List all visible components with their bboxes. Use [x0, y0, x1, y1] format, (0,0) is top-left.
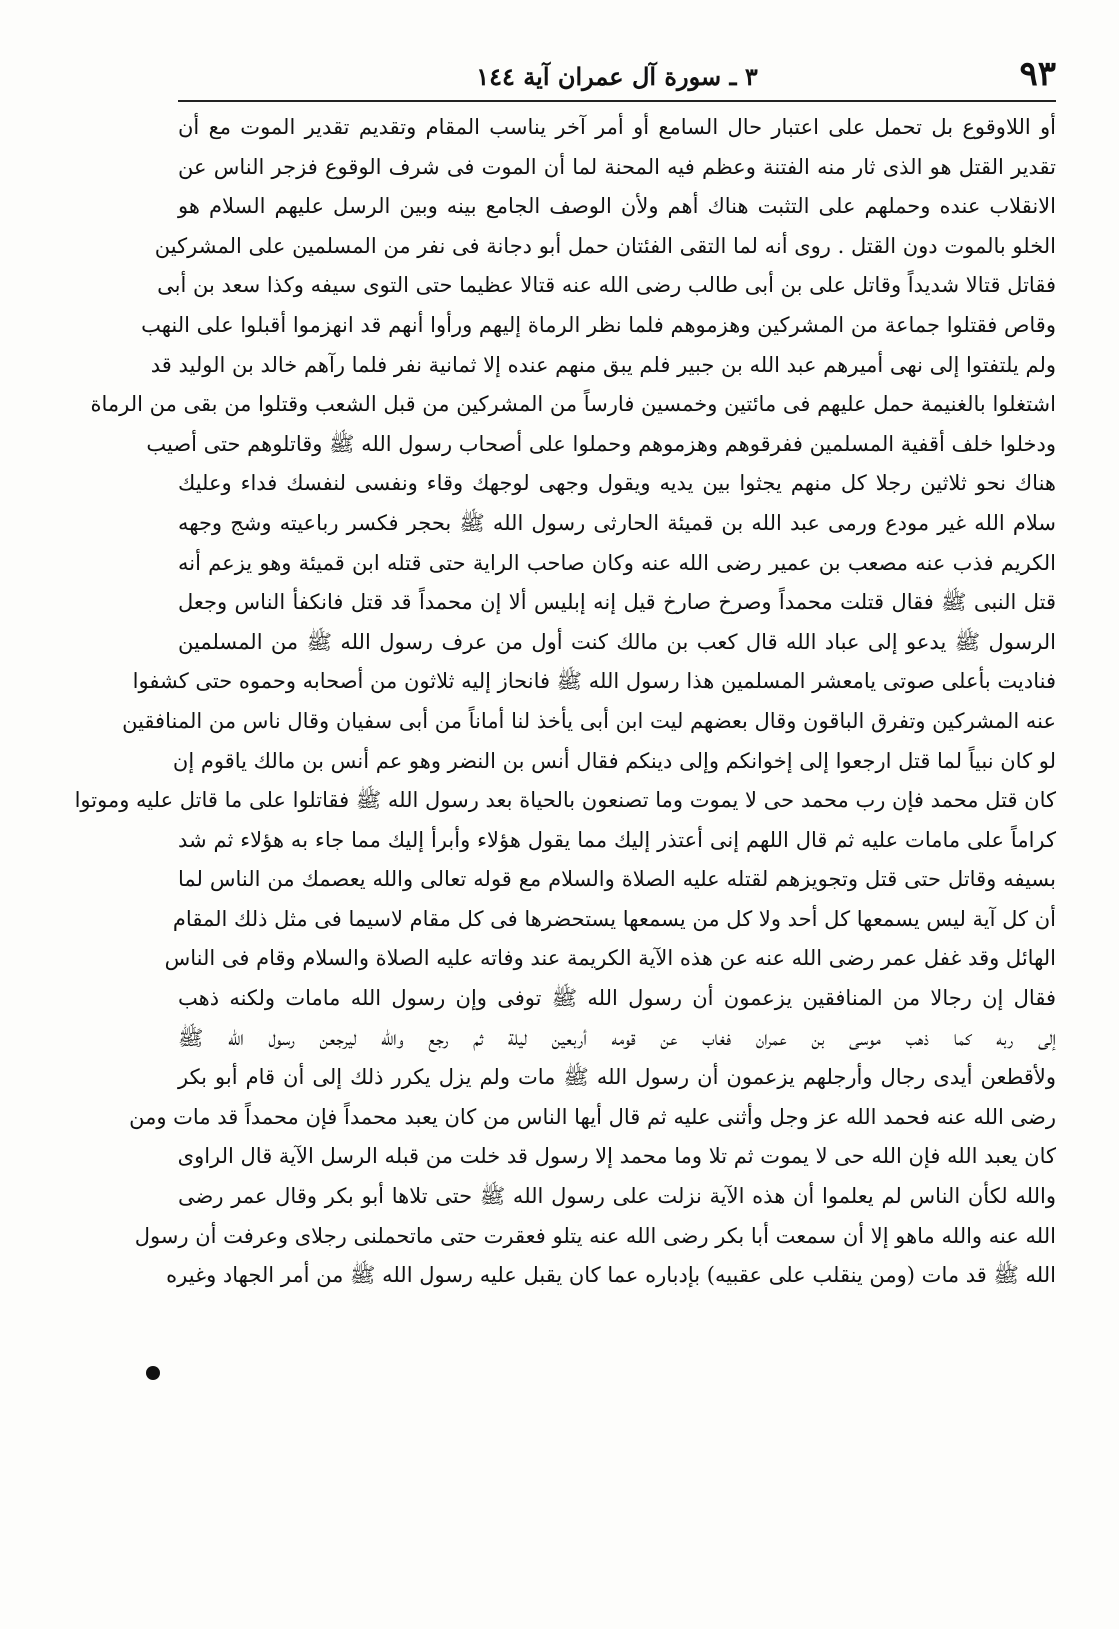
page-header: [178, 52, 1056, 100]
paragraph-bullet-icon: [146, 1366, 160, 1380]
text-line: عنه المشركين وتفرق الباقون وقال بعضهم ليت ابن أبى يأخذ لنا أماناً من أبى سفيان وقال ناس من المنافقين: [122, 708, 1056, 733]
text-line: رضى الله عنه فحمد الله عز وجل وأثنى عليه ثم قال أيها الناس من كان يعبد محمداً فإن محمداً قد مات ومن: [129, 1104, 1056, 1129]
text-line: فناديت بأعلى صوتى يامعشر المسلمين هذا رسول الله ﷺ فانحاز إليه ثلاثون من أصحابه وحموه حتى كشفوا: [132, 669, 1056, 694]
text-line: كان قتل محمد فإن رب محمد حى لا يموت وما تصنعون بالحياة بعد رسول الله ﷺ فقاتلوا على ما قاتل عليه وموتوا: [74, 788, 1056, 813]
text-line: ولأقطعن أيدى رجال وأرجلهم يزعمون أن رسول الله ﷺ مات ولم يزل يكرر ذلك إلى أن قام أبو بكر: [178, 1065, 1056, 1090]
text-line: الكريم فذب عنه مصعب بن عمير رضى الله عنه وكان صاحب الراية حتى قتله ابن قميئة وهو يزعم أنه: [178, 550, 1056, 575]
text-line: كراماً على مامات عليه ثم قال اللهم إنى أعتذر إليك مما يقول هؤلاء وأبرأ إليك مما جاء به هؤلاء ثم شد: [178, 827, 1056, 852]
text-line: اشتغلوا بالغنيمة حمل عليهم فى مائتين وخمسين فارساً من المشركين من قبل الشعب وقتلوا من بقى من الرماة: [90, 392, 1056, 417]
header-rule: [178, 100, 1056, 102]
text-line: كان يعبد الله فإن الله حى لا يموت ثم تلا وما محمد إلا رسول قد خلت من قبله الرسل الآية قال الراوى: [177, 1144, 1056, 1169]
text-line: إلى ربه كما ذهب موسى بن عمران فغاب عن قومه أربعين ليلة ثم رجع والله ليرجعن رسول الله ﷺ: [178, 1025, 1056, 1050]
text-line: الله عنه والله ماهو إلا أن سمعت أبا بكر رضى الله عنه يتلو فعقرت حتى ماتحملنى رجلاى وعرفت أن رسول: [134, 1223, 1056, 1248]
text-line: الله ﷺ قد مات (ومن ينقلب على عقبيه) بإدباره عما كان يقبل عليه رسول الله ﷺ من أمر الجهاد وغيره: [166, 1263, 1056, 1288]
text-line: ودخلوا خلف أقفية المسلمين ففرقوهم وهزموهم وحملوا على أصحاب رسول الله ﷺ وقاتلوهم حتى أصيب: [146, 431, 1056, 456]
text-line: الهائل وقد غفل عمر رضى الله عنه عن هذه الآية الكريمة عند وفاته عليه الصلاة والسلام وقام فى الناس: [164, 946, 1056, 971]
text-line: والله لكأن الناس لم يعلموا أن هذه الآية نزلت على رسول الله ﷺ حتى تلاها أبو بكر وقال عمر رضى: [178, 1184, 1056, 1209]
text-line: تقدير القتل هو الذى ثار منه الفتنة وعظم فيه المحنة لما أن الموت فى شرف الوقوع فزجر الناس عن: [178, 154, 1056, 179]
text-line: الخلو بالموت دون القتل . روى أنه لما التقى الفئتان حمل أبو دجانة فى نفر من المسلمين على المشركين: [154, 233, 1056, 258]
body-text: [74, 108, 1056, 1296]
text-line: فقاتل قتالا شديداً وقاتل على بن أبى طالب رضى الله عنه قتالا عظيما حتى التوى سيفه وكذا سعد بن أبى: [157, 273, 1056, 298]
text-line: الانقلاب عنده وحملهم على التثبت هناك أهم ولأن الوصف الجامع بينه وبين الرسل عليهم السلام هو: [178, 194, 1056, 219]
text-line: الرسول ﷺ يدعو إلى عباد الله قال كعب بن مالك كنت أول من عرف رسول الله ﷺ من المسلمين: [178, 629, 1056, 654]
text-line: وقاص فقتلوا جماعة من المشركين وهزموهم فلما نظر الرماة إليهم ورأوا أنهم قد انهزموا أقبلوا على النهب: [141, 312, 1056, 337]
running-title: ٣ ـ سورة آل عمران آية ١٤٤: [476, 62, 758, 91]
page-number: ٩٣: [1019, 54, 1056, 94]
text-line: بسيفه وقاتل حتى قتل وتجويزهم لقتله عليه الصلاة والسلام مع قوله تعالى والله يعصمك من الناس لما: [178, 867, 1056, 892]
text-line: قتل النبى ﷺ فقال قتلت محمداً وصرخ صارخ قيل إنه إبليس ألا إن محمداً قد قتل فانكفأ الناس وجعل: [178, 590, 1056, 615]
text-line: هناك نحو ثلاثين رجلا كل منهم يجثوا بين يديه ويقول وجهى لوجهك وقاء ونفسى لنفسك فداء وعليك: [178, 471, 1056, 496]
text-line: أو اللاوقوع بل تحمل على اعتبار حال السامع أو أمر آخر يناسب المقام وتقديم تقدير الموت مع أن: [178, 115, 1056, 139]
text-line: ولم يلتفتوا إلى نهى أميرهم عبد الله بن جبير فلم يبق منهم عنده إلا ثمانية نفر فلما رآهم خالد بن الوليد قد: [150, 352, 1056, 377]
text-line: لو كان نبياً لما قتل ارجعوا إلى إخوانكم وإلى دينكم فقال أنس بن النضر وهو عم أنس بن مالك ياقوم إن: [172, 748, 1056, 773]
text-line: سلام الله غير مودع ورمى عبد الله بن قميئة الحارثى رسول الله ﷺ بحجر فكسر رباعيته وشج وجهه: [178, 510, 1056, 535]
text-line: أن كل آية ليس يسمعها كل أحد ولا كل من يسمعها يستحضرها فى كل مقام لاسيما فى مثل ذلك المقام: [172, 906, 1056, 931]
text-line: فقال إن رجالا من المنافقين يزعمون أن رسول الله ﷺ توفى وإن رسول الله مامات ولكنه ذهب: [178, 986, 1056, 1011]
